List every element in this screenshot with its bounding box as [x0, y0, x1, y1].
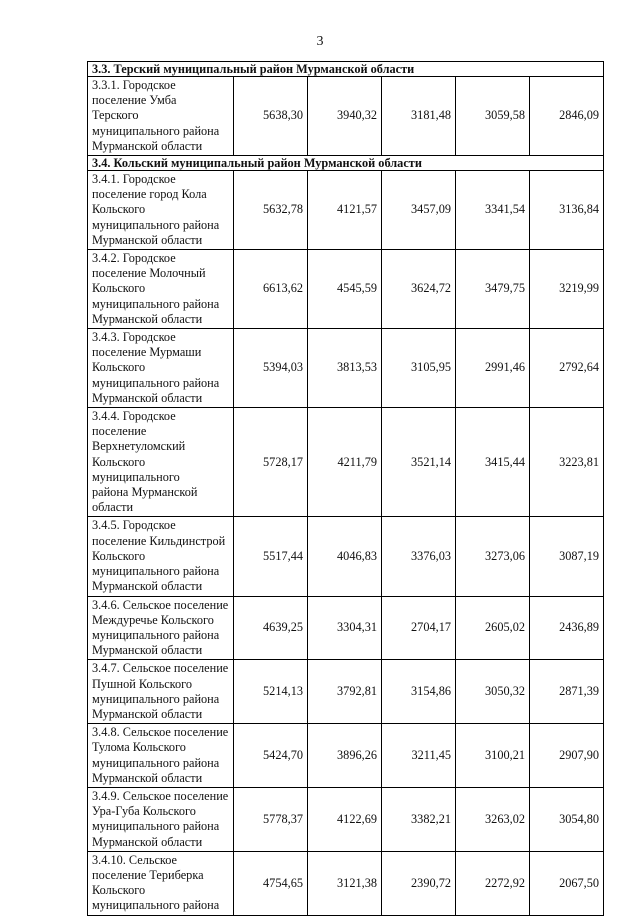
settlement-name: 3.4.8. Сельское поселение Тулома Кольского муниципального района Мурманской области: [88, 724, 234, 788]
page-number: 3: [316, 34, 324, 49]
tariff-value-4: 3050,32: [456, 660, 530, 724]
settlement-name: 3.3.1. Городское поселение Умба Терского муниципального района Мурманской области: [88, 77, 234, 156]
tariff-value-4: 3059,58: [456, 77, 530, 156]
table-row: [88, 250, 604, 329]
tariff-value-1: 5778,37: [234, 787, 308, 851]
tariff-value-5: 3219,99: [530, 250, 604, 329]
table-row: [88, 596, 604, 660]
tariff-value-3: 3105,95: [382, 329, 456, 408]
tariff-value-4: 3100,21: [456, 724, 530, 788]
tariff-value-3: 3624,72: [382, 250, 456, 329]
tariff-value-1: 4639,25: [234, 596, 308, 660]
tariff-value-4: 3415,44: [456, 408, 530, 517]
tariff-value-2: 3304,31: [308, 596, 382, 660]
tariff-value-5: 2436,89: [530, 596, 604, 660]
settlement-name: 3.4.7. Сельское поселение Пушной Кольского муниципального района Мурманской области: [88, 660, 234, 724]
tariff-value-3: 2390,72: [382, 851, 456, 915]
table-row: [88, 77, 604, 156]
tariff-value-3: 3382,21: [382, 787, 456, 851]
table-row: [88, 724, 604, 788]
tariff-value-5: 3223,81: [530, 408, 604, 517]
tariff-value-5: 2792,64: [530, 329, 604, 408]
tariff-value-4: 2991,46: [456, 329, 530, 408]
table-body: [88, 62, 604, 916]
tariff-value-4: 3273,06: [456, 517, 530, 596]
settlement-name: 3.4.2. Городское поселение Молочный Кольского муниципального района Мурманской области: [88, 250, 234, 329]
section-header-row: [88, 62, 604, 77]
tariff-value-1: 6613,62: [234, 250, 308, 329]
tariff-value-2: 4046,83: [308, 517, 382, 596]
section-title: 3.3. Терский муниципальный район Мурманской области: [88, 62, 604, 77]
settlement-name: 3.4.6. Сельское поселение Междуречье Кольского муниципального района Мурманской области: [88, 596, 234, 660]
table-row: [88, 171, 604, 250]
table-row: [88, 517, 604, 596]
settlement-name: 3.4.5. Городское поселение Кильдинстрой Кольского муниципального района Мурманской области: [88, 517, 234, 596]
tariff-value-2: 4545,59: [308, 250, 382, 329]
tariff-value-4: 3341,54: [456, 171, 530, 250]
tariff-value-1: 5424,70: [234, 724, 308, 788]
tariff-value-5: 3087,19: [530, 517, 604, 596]
tariff-value-1: 5517,44: [234, 517, 308, 596]
settlement-name: 3.4.9. Сельское поселение Ура-Губа Кольского муниципального района Мурманской области: [88, 787, 234, 851]
tariff-value-3: 3154,86: [382, 660, 456, 724]
tariff-value-2: 3940,32: [308, 77, 382, 156]
tariff-value-1: 5728,17: [234, 408, 308, 517]
tariff-value-5: 2871,39: [530, 660, 604, 724]
tariff-value-3: 3211,45: [382, 724, 456, 788]
tariff-value-5: 2067,50: [530, 851, 604, 915]
section-title: 3.4. Кольский муниципальный район Мурманской области: [88, 156, 604, 171]
tariff-value-2: 3813,53: [308, 329, 382, 408]
tariff-value-4: 2272,92: [456, 851, 530, 915]
tariff-value-3: 3376,03: [382, 517, 456, 596]
tariff-value-5: 2907,90: [530, 724, 604, 788]
tariff-value-2: 4122,69: [308, 787, 382, 851]
settlement-name: 3.4.4. Городское поселение Верхнетуломский Кольского муниципального района Мурманской области: [88, 408, 234, 517]
tariff-value-3: 2704,17: [382, 596, 456, 660]
tariff-value-2: 3792,81: [308, 660, 382, 724]
tariff-value-2: 3896,26: [308, 724, 382, 788]
section-header-row: [88, 156, 604, 171]
tariff-value-3: 3521,14: [382, 408, 456, 517]
tariff-value-3: 3181,48: [382, 77, 456, 156]
tariff-value-4: 2605,02: [456, 596, 530, 660]
tariff-value-1: 5632,78: [234, 171, 308, 250]
tariff-value-5: 3136,84: [530, 171, 604, 250]
settlement-name: 3.4.3. Городское поселение Мурмаши Кольского муниципального района Мурманской области: [88, 329, 234, 408]
table-row: [88, 329, 604, 408]
table-row: [88, 787, 604, 851]
settlement-name: 3.4.10. Сельское поселение Териберка Кольского муниципального района: [88, 851, 234, 915]
tariff-value-1: 5214,13: [234, 660, 308, 724]
tariff-value-5: 3054,80: [530, 787, 604, 851]
tariff-value-1: 4754,65: [234, 851, 308, 915]
tariff-table: [87, 61, 604, 916]
tariff-value-2: 4121,57: [308, 171, 382, 250]
table-row: [88, 851, 604, 915]
table-row: [88, 660, 604, 724]
settlement-name: 3.4.1. Городское поселение город Кола Кольского муниципального района Мурманской области: [88, 171, 234, 250]
tariff-value-4: 3479,75: [456, 250, 530, 329]
tariff-value-2: 4211,79: [308, 408, 382, 517]
tariff-value-3: 3457,09: [382, 171, 456, 250]
tariff-value-5: 2846,09: [530, 77, 604, 156]
tariff-value-1: 5638,30: [234, 77, 308, 156]
tariff-value-2: 3121,38: [308, 851, 382, 915]
tariff-value-1: 5394,03: [234, 329, 308, 408]
tariff-value-4: 3263,02: [456, 787, 530, 851]
table-row: [88, 408, 604, 517]
